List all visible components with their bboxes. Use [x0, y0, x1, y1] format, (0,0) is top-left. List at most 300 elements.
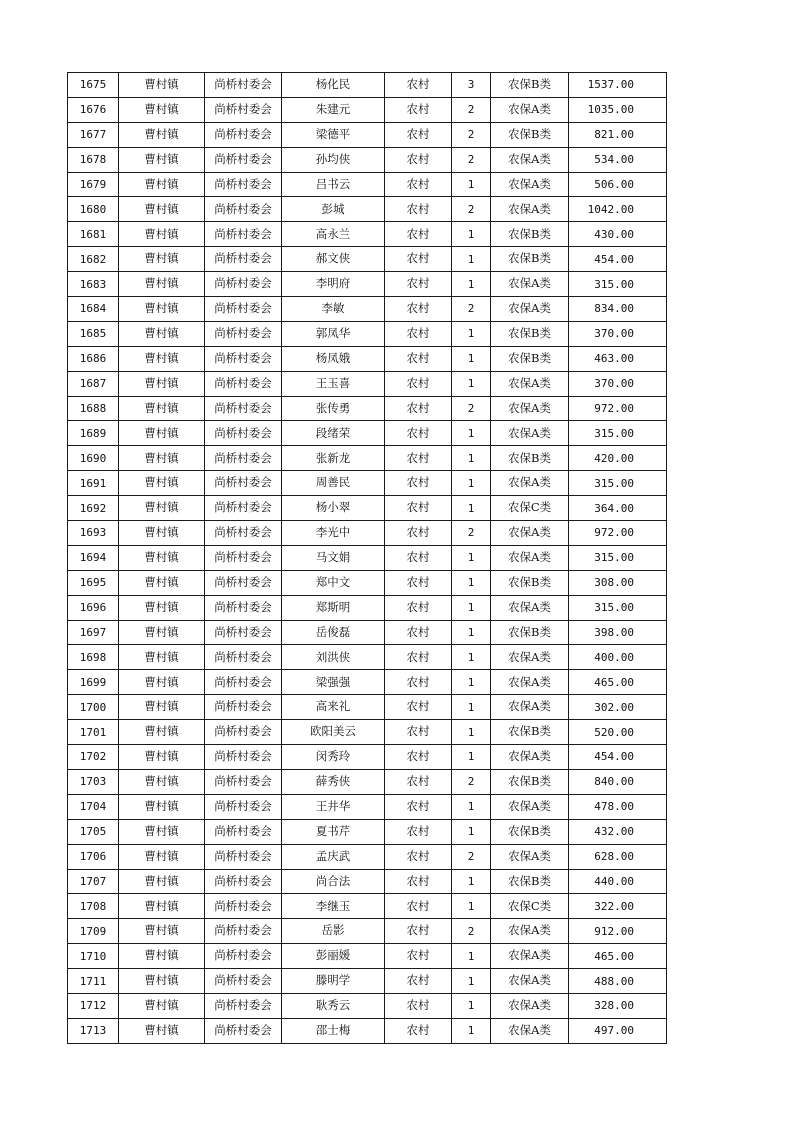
town-cell: 曹村镇 [119, 695, 205, 720]
person-name-cell: 朱建元 [282, 97, 385, 122]
serial-number-cell: 1692 [68, 496, 119, 521]
household-count-cell: 1 [452, 321, 491, 346]
village-committee-cell: 尚桥村委会 [205, 222, 282, 247]
household-count-cell: 1 [452, 969, 491, 994]
household-count-cell: 1 [452, 471, 491, 496]
household-count-cell: 1 [452, 570, 491, 595]
table-row [68, 222, 667, 247]
table-row [68, 570, 667, 595]
serial-number-cell: 1680 [68, 197, 119, 222]
table-row [68, 670, 667, 695]
village-committee-cell: 尚桥村委会 [205, 496, 282, 521]
category-cell: 农保C类 [491, 496, 569, 521]
table-row [68, 745, 667, 770]
person-name-cell: 高来礼 [282, 695, 385, 720]
amount-cell: 302.00 [569, 695, 667, 720]
household-count-cell: 1 [452, 695, 491, 720]
village-committee-cell: 尚桥村委会 [205, 97, 282, 122]
town-cell: 曹村镇 [119, 73, 205, 98]
household-type-cell: 农村 [385, 1018, 452, 1043]
amount-cell: 912.00 [569, 919, 667, 944]
household-count-cell: 1 [452, 446, 491, 471]
serial-number-cell: 1705 [68, 819, 119, 844]
serial-number-cell: 1703 [68, 769, 119, 794]
household-count-cell: 2 [452, 769, 491, 794]
person-name-cell: 张新龙 [282, 446, 385, 471]
village-committee-cell: 尚桥村委会 [205, 570, 282, 595]
town-cell: 曹村镇 [119, 471, 205, 496]
person-name-cell: 吕书云 [282, 172, 385, 197]
household-count-cell: 2 [452, 147, 491, 172]
amount-cell: 430.00 [569, 222, 667, 247]
amount-cell: 454.00 [569, 247, 667, 272]
village-committee-cell: 尚桥村委会 [205, 147, 282, 172]
serial-number-cell: 1707 [68, 869, 119, 894]
category-cell: 农保B类 [491, 222, 569, 247]
amount-cell: 308.00 [569, 570, 667, 595]
table-row [68, 695, 667, 720]
table-row [68, 545, 667, 570]
household-type-cell: 农村 [385, 471, 452, 496]
village-committee-cell: 尚桥村委会 [205, 969, 282, 994]
table-row [68, 919, 667, 944]
town-cell: 曹村镇 [119, 446, 205, 471]
household-count-cell: 2 [452, 197, 491, 222]
household-count-cell: 2 [452, 122, 491, 147]
village-committee-cell: 尚桥村委会 [205, 73, 282, 98]
household-type-cell: 农村 [385, 73, 452, 98]
household-count-cell: 1 [452, 720, 491, 745]
category-cell: 农保A类 [491, 545, 569, 570]
village-committee-cell: 尚桥村委会 [205, 894, 282, 919]
household-type-cell: 农村 [385, 570, 452, 595]
person-name-cell: 滕明学 [282, 969, 385, 994]
town-cell: 曹村镇 [119, 645, 205, 670]
amount-cell: 440.00 [569, 869, 667, 894]
amount-cell: 370.00 [569, 321, 667, 346]
village-committee-cell: 尚桥村委会 [205, 620, 282, 645]
serial-number-cell: 1710 [68, 944, 119, 969]
household-count-cell: 1 [452, 794, 491, 819]
serial-number-cell: 1702 [68, 745, 119, 770]
amount-cell: 420.00 [569, 446, 667, 471]
household-type-cell: 农村 [385, 297, 452, 322]
person-name-cell: 孙均侠 [282, 147, 385, 172]
town-cell: 曹村镇 [119, 720, 205, 745]
amount-cell: 432.00 [569, 819, 667, 844]
table-row [68, 297, 667, 322]
person-name-cell: 马文娟 [282, 545, 385, 570]
household-count-cell: 2 [452, 297, 491, 322]
household-type-cell: 农村 [385, 595, 452, 620]
serial-number-cell: 1695 [68, 570, 119, 595]
village-committee-cell: 尚桥村委会 [205, 819, 282, 844]
town-cell: 曹村镇 [119, 769, 205, 794]
serial-number-cell: 1679 [68, 172, 119, 197]
village-committee-cell: 尚桥村委会 [205, 247, 282, 272]
town-cell: 曹村镇 [119, 670, 205, 695]
household-type-cell: 农村 [385, 346, 452, 371]
table-row [68, 421, 667, 446]
amount-cell: 628.00 [569, 844, 667, 869]
household-type-cell: 农村 [385, 197, 452, 222]
town-cell: 曹村镇 [119, 620, 205, 645]
household-count-cell: 2 [452, 396, 491, 421]
village-committee-cell: 尚桥村委会 [205, 993, 282, 1018]
household-count-cell: 1 [452, 944, 491, 969]
table-row [68, 794, 667, 819]
village-committee-cell: 尚桥村委会 [205, 297, 282, 322]
town-cell: 曹村镇 [119, 222, 205, 247]
household-count-cell: 1 [452, 595, 491, 620]
table-row [68, 197, 667, 222]
table-row [68, 247, 667, 272]
household-count-cell: 1 [452, 346, 491, 371]
person-name-cell: 彭丽媛 [282, 944, 385, 969]
category-cell: 农保A类 [491, 919, 569, 944]
household-type-cell: 农村 [385, 919, 452, 944]
table-row [68, 147, 667, 172]
amount-cell: 534.00 [569, 147, 667, 172]
household-type-cell: 农村 [385, 720, 452, 745]
person-name-cell: 岳影 [282, 919, 385, 944]
village-committee-cell: 尚桥村委会 [205, 1018, 282, 1043]
household-type-cell: 农村 [385, 894, 452, 919]
table-row [68, 446, 667, 471]
town-cell: 曹村镇 [119, 745, 205, 770]
person-name-cell: 欧阳美云 [282, 720, 385, 745]
town-cell: 曹村镇 [119, 421, 205, 446]
household-count-cell: 1 [452, 745, 491, 770]
household-type-cell: 农村 [385, 272, 452, 297]
category-cell: 农保A类 [491, 396, 569, 421]
household-type-cell: 农村 [385, 819, 452, 844]
town-cell: 曹村镇 [119, 993, 205, 1018]
amount-cell: 322.00 [569, 894, 667, 919]
category-cell: 农保A类 [491, 944, 569, 969]
village-committee-cell: 尚桥村委会 [205, 122, 282, 147]
town-cell: 曹村镇 [119, 570, 205, 595]
category-cell: 农保A类 [491, 794, 569, 819]
category-cell: 农保A类 [491, 844, 569, 869]
amount-cell: 506.00 [569, 172, 667, 197]
category-cell: 农保A类 [491, 297, 569, 322]
category-cell: 农保B类 [491, 620, 569, 645]
person-name-cell: 闵秀玲 [282, 745, 385, 770]
category-cell: 农保B类 [491, 247, 569, 272]
category-cell: 农保B类 [491, 570, 569, 595]
serial-number-cell: 1690 [68, 446, 119, 471]
person-name-cell: 彭城 [282, 197, 385, 222]
town-cell: 曹村镇 [119, 272, 205, 297]
household-type-cell: 农村 [385, 371, 452, 396]
household-type-cell: 农村 [385, 944, 452, 969]
serial-number-cell: 1701 [68, 720, 119, 745]
person-name-cell: 高永兰 [282, 222, 385, 247]
town-cell: 曹村镇 [119, 297, 205, 322]
amount-cell: 454.00 [569, 745, 667, 770]
household-count-cell: 2 [452, 919, 491, 944]
person-name-cell: 李明府 [282, 272, 385, 297]
town-cell: 曹村镇 [119, 197, 205, 222]
category-cell: 农保C类 [491, 894, 569, 919]
household-count-cell: 3 [452, 73, 491, 98]
amount-cell: 465.00 [569, 944, 667, 969]
serial-number-cell: 1706 [68, 844, 119, 869]
village-committee-cell: 尚桥村委会 [205, 695, 282, 720]
town-cell: 曹村镇 [119, 1018, 205, 1043]
household-count-cell: 1 [452, 645, 491, 670]
town-cell: 曹村镇 [119, 869, 205, 894]
category-cell: 农保B类 [491, 122, 569, 147]
person-name-cell: 孟庆武 [282, 844, 385, 869]
category-cell: 农保B类 [491, 819, 569, 844]
serial-number-cell: 1678 [68, 147, 119, 172]
household-type-cell: 农村 [385, 545, 452, 570]
household-count-cell: 1 [452, 272, 491, 297]
village-committee-cell: 尚桥村委会 [205, 844, 282, 869]
person-name-cell: 段绪荣 [282, 421, 385, 446]
table-row [68, 720, 667, 745]
household-count-cell: 2 [452, 844, 491, 869]
town-cell: 曹村镇 [119, 545, 205, 570]
person-name-cell: 岳俊磊 [282, 620, 385, 645]
category-cell: 农保A类 [491, 969, 569, 994]
serial-number-cell: 1713 [68, 1018, 119, 1043]
amount-cell: 364.00 [569, 496, 667, 521]
household-type-cell: 农村 [385, 122, 452, 147]
amount-cell: 315.00 [569, 595, 667, 620]
village-committee-cell: 尚桥村委会 [205, 172, 282, 197]
village-committee-cell: 尚桥村委会 [205, 396, 282, 421]
person-name-cell: 王井华 [282, 794, 385, 819]
town-cell: 曹村镇 [119, 172, 205, 197]
household-type-cell: 农村 [385, 670, 452, 695]
category-cell: 农保A类 [491, 521, 569, 546]
village-committee-cell: 尚桥村委会 [205, 595, 282, 620]
serial-number-cell: 1696 [68, 595, 119, 620]
category-cell: 农保A类 [491, 197, 569, 222]
serial-number-cell: 1694 [68, 545, 119, 570]
amount-cell: 497.00 [569, 1018, 667, 1043]
table-row [68, 894, 667, 919]
village-committee-cell: 尚桥村委会 [205, 446, 282, 471]
table-row [68, 969, 667, 994]
amount-cell: 463.00 [569, 346, 667, 371]
table-row [68, 645, 667, 670]
village-committee-cell: 尚桥村委会 [205, 197, 282, 222]
serial-number-cell: 1681 [68, 222, 119, 247]
serial-number-cell: 1682 [68, 247, 119, 272]
person-name-cell: 梁强强 [282, 670, 385, 695]
category-cell: 农保A类 [491, 172, 569, 197]
village-committee-cell: 尚桥村委会 [205, 321, 282, 346]
household-count-cell: 2 [452, 97, 491, 122]
town-cell: 曹村镇 [119, 969, 205, 994]
amount-cell: 520.00 [569, 720, 667, 745]
serial-number-cell: 1684 [68, 297, 119, 322]
serial-number-cell: 1683 [68, 272, 119, 297]
amount-cell: 1042.00 [569, 197, 667, 222]
serial-number-cell: 1675 [68, 73, 119, 98]
serial-number-cell: 1700 [68, 695, 119, 720]
category-cell: 农保A类 [491, 595, 569, 620]
village-committee-cell: 尚桥村委会 [205, 346, 282, 371]
amount-cell: 821.00 [569, 122, 667, 147]
amount-cell: 840.00 [569, 769, 667, 794]
town-cell: 曹村镇 [119, 944, 205, 969]
person-name-cell: 周善民 [282, 471, 385, 496]
household-count-cell: 1 [452, 496, 491, 521]
category-cell: 农保A类 [491, 147, 569, 172]
table-row [68, 844, 667, 869]
serial-number-cell: 1676 [68, 97, 119, 122]
table-row [68, 993, 667, 1018]
person-name-cell: 杨化民 [282, 73, 385, 98]
household-type-cell: 农村 [385, 396, 452, 421]
table-row [68, 471, 667, 496]
amount-cell: 328.00 [569, 993, 667, 1018]
person-name-cell: 郝文侠 [282, 247, 385, 272]
person-name-cell: 李敏 [282, 297, 385, 322]
category-cell: 农保A类 [491, 371, 569, 396]
amount-cell: 478.00 [569, 794, 667, 819]
village-committee-cell: 尚桥村委会 [205, 421, 282, 446]
table-row [68, 73, 667, 98]
town-cell: 曹村镇 [119, 396, 205, 421]
household-type-cell: 农村 [385, 695, 452, 720]
village-committee-cell: 尚桥村委会 [205, 944, 282, 969]
serial-number-cell: 1712 [68, 993, 119, 1018]
household-type-cell: 农村 [385, 446, 452, 471]
category-cell: 农保A类 [491, 745, 569, 770]
table-row [68, 496, 667, 521]
serial-number-cell: 1691 [68, 471, 119, 496]
category-cell: 农保B类 [491, 321, 569, 346]
amount-cell: 465.00 [569, 670, 667, 695]
household-type-cell: 农村 [385, 222, 452, 247]
amount-cell: 1537.00 [569, 73, 667, 98]
household-type-cell: 农村 [385, 645, 452, 670]
village-committee-cell: 尚桥村委会 [205, 272, 282, 297]
household-count-cell: 2 [452, 521, 491, 546]
category-cell: 农保A类 [491, 421, 569, 446]
village-committee-cell: 尚桥村委会 [205, 869, 282, 894]
village-committee-cell: 尚桥村委会 [205, 745, 282, 770]
village-committee-cell: 尚桥村委会 [205, 794, 282, 819]
table-row [68, 396, 667, 421]
amount-cell: 1035.00 [569, 97, 667, 122]
town-cell: 曹村镇 [119, 371, 205, 396]
village-committee-cell: 尚桥村委会 [205, 919, 282, 944]
category-cell: 农保A类 [491, 471, 569, 496]
serial-number-cell: 1687 [68, 371, 119, 396]
town-cell: 曹村镇 [119, 844, 205, 869]
category-cell: 农保A类 [491, 1018, 569, 1043]
amount-cell: 834.00 [569, 297, 667, 322]
category-cell: 农保A类 [491, 272, 569, 297]
household-type-cell: 农村 [385, 172, 452, 197]
amount-cell: 488.00 [569, 969, 667, 994]
category-cell: 农保B类 [491, 73, 569, 98]
person-name-cell: 杨小翠 [282, 496, 385, 521]
serial-number-cell: 1686 [68, 346, 119, 371]
household-type-cell: 农村 [385, 993, 452, 1018]
household-count-cell: 1 [452, 993, 491, 1018]
category-cell: 农保A类 [491, 695, 569, 720]
household-type-cell: 农村 [385, 745, 452, 770]
village-committee-cell: 尚桥村委会 [205, 521, 282, 546]
town-cell: 曹村镇 [119, 321, 205, 346]
household-type-cell: 农村 [385, 844, 452, 869]
person-name-cell: 郭凤华 [282, 321, 385, 346]
category-cell: 农保B类 [491, 720, 569, 745]
category-cell: 农保A类 [491, 97, 569, 122]
town-cell: 曹村镇 [119, 496, 205, 521]
table-row [68, 122, 667, 147]
household-count-cell: 1 [452, 222, 491, 247]
table-row [68, 620, 667, 645]
household-type-cell: 农村 [385, 421, 452, 446]
serial-number-cell: 1688 [68, 396, 119, 421]
town-cell: 曹村镇 [119, 794, 205, 819]
table-row [68, 97, 667, 122]
person-name-cell: 夏书芹 [282, 819, 385, 844]
serial-number-cell: 1697 [68, 620, 119, 645]
town-cell: 曹村镇 [119, 97, 205, 122]
household-type-cell: 农村 [385, 247, 452, 272]
village-committee-cell: 尚桥村委会 [205, 371, 282, 396]
amount-cell: 315.00 [569, 272, 667, 297]
category-cell: 农保B类 [491, 446, 569, 471]
category-cell: 农保A类 [491, 670, 569, 695]
town-cell: 曹村镇 [119, 247, 205, 272]
table-row [68, 272, 667, 297]
village-committee-cell: 尚桥村委会 [205, 769, 282, 794]
amount-cell: 370.00 [569, 371, 667, 396]
beneficiary-table [67, 72, 667, 1044]
household-type-cell: 农村 [385, 869, 452, 894]
person-name-cell: 张传勇 [282, 396, 385, 421]
category-cell: 农保B类 [491, 346, 569, 371]
village-committee-cell: 尚桥村委会 [205, 720, 282, 745]
person-name-cell: 王玉喜 [282, 371, 385, 396]
serial-number-cell: 1704 [68, 794, 119, 819]
household-count-cell: 1 [452, 670, 491, 695]
serial-number-cell: 1699 [68, 670, 119, 695]
amount-cell: 315.00 [569, 471, 667, 496]
household-count-cell: 1 [452, 371, 491, 396]
town-cell: 曹村镇 [119, 819, 205, 844]
category-cell: 农保B类 [491, 769, 569, 794]
serial-number-cell: 1693 [68, 521, 119, 546]
serial-number-cell: 1689 [68, 421, 119, 446]
town-cell: 曹村镇 [119, 919, 205, 944]
person-name-cell: 刘洪侠 [282, 645, 385, 670]
household-type-cell: 农村 [385, 769, 452, 794]
amount-cell: 972.00 [569, 396, 667, 421]
town-cell: 曹村镇 [119, 595, 205, 620]
table-row [68, 346, 667, 371]
household-type-cell: 农村 [385, 521, 452, 546]
table-row [68, 371, 667, 396]
table-row [68, 1018, 667, 1043]
serial-number-cell: 1685 [68, 321, 119, 346]
household-type-cell: 农村 [385, 794, 452, 819]
household-type-cell: 农村 [385, 620, 452, 645]
person-name-cell: 郑中文 [282, 570, 385, 595]
household-count-cell: 1 [452, 421, 491, 446]
